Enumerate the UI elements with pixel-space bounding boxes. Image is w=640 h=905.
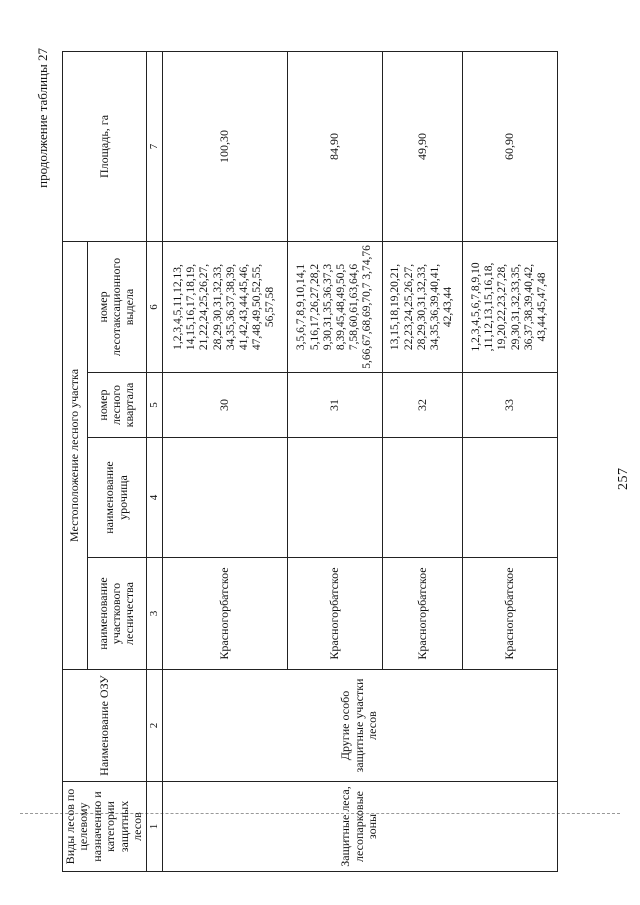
header-forestry: наименование участкового лесничества: [87, 558, 146, 670]
forestry-cell: Красногорбатское: [382, 558, 462, 670]
table-row: [162, 51, 287, 871]
plots-cell: 1,2,3,4,5,6,7,8,9,10 ,11,12,13,15,16,18, 19,20,22,23,27,28, 29,30,31,32,33,35, 36,37,38,39,40,42, 43,44,45,47,48: [462, 241, 557, 372]
quarter-cell: 30: [162, 373, 287, 438]
area-cell: 49,90: [382, 51, 462, 241]
column-number: 7: [146, 51, 162, 241]
tract-cell: [382, 438, 462, 558]
header-tract: наименование урочища: [87, 438, 146, 558]
column-number: 3: [146, 558, 162, 670]
forest-table: [62, 51, 558, 872]
area-cell: 60,90: [462, 51, 557, 241]
header-quarter: номер лесного квартала: [87, 373, 146, 438]
plots-cell: 13,15,18,19,20,21, 22,23,24,25,26,27, 28,29,30,31,32,33, 34,35,36,39,40,41, 42,43,44: [382, 241, 462, 372]
page-number: 257: [616, 467, 631, 490]
header-ozu: Наименование ОЗУ: [63, 670, 147, 782]
forestry-cell: Красногорбатское: [288, 558, 383, 670]
plots-cell: 3,5,6,7,8,9,10,14,1 5,16,17,26,27,28,2 9,30,31,35,36,37,3 8,39,45,48,49,50,5 7,58,60,61,63,64,6 5,66,67,68,69,70,7 3,74,76: [288, 241, 383, 372]
header-plot: номер лесотаксационного выдела: [87, 241, 146, 372]
plots-cell: 1,2,3,4,5,11,12,13, 14,15,16,17,18,19, 21,22,24,25,26,27, 28,29,30,31,32,33, 34,35,36,37,38,39, 41,42,43,44,45,46, 47,48,49,50,52,55, 56,57,58: [162, 241, 287, 372]
column-number: 1: [146, 782, 162, 872]
quarter-cell: 33: [462, 373, 557, 438]
quarter-cell: 32: [382, 373, 462, 438]
rotated-content: [20, 40, 631, 880]
continuation-label: продолжение таблицы 27: [35, 48, 50, 188]
column-number: 5: [146, 373, 162, 438]
header-location: Местоположение лесного участка: [63, 241, 88, 669]
forestry-cell: Красногорбатское: [462, 558, 557, 670]
area-cell: 84,90: [288, 51, 383, 241]
ozu-cell: Другие особо защитные участки лесов: [162, 670, 557, 782]
area-cell: 100,30: [162, 51, 287, 241]
tract-cell: [288, 438, 383, 558]
category-cell: Защитные леса, лесопарковые зоны: [162, 782, 557, 872]
quarter-cell: 31: [288, 373, 383, 438]
forestry-cell: Красногорбатское: [162, 558, 287, 670]
column-number: 2: [146, 670, 162, 782]
column-number: 4: [146, 438, 162, 558]
header-category: Виды лесов по целевому назначению и категории защитных лесов: [63, 782, 147, 872]
tract-cell: [162, 438, 287, 558]
header-area: Площадь, га: [63, 51, 147, 241]
tract-cell: [462, 438, 557, 558]
column-number: 6: [146, 241, 162, 372]
